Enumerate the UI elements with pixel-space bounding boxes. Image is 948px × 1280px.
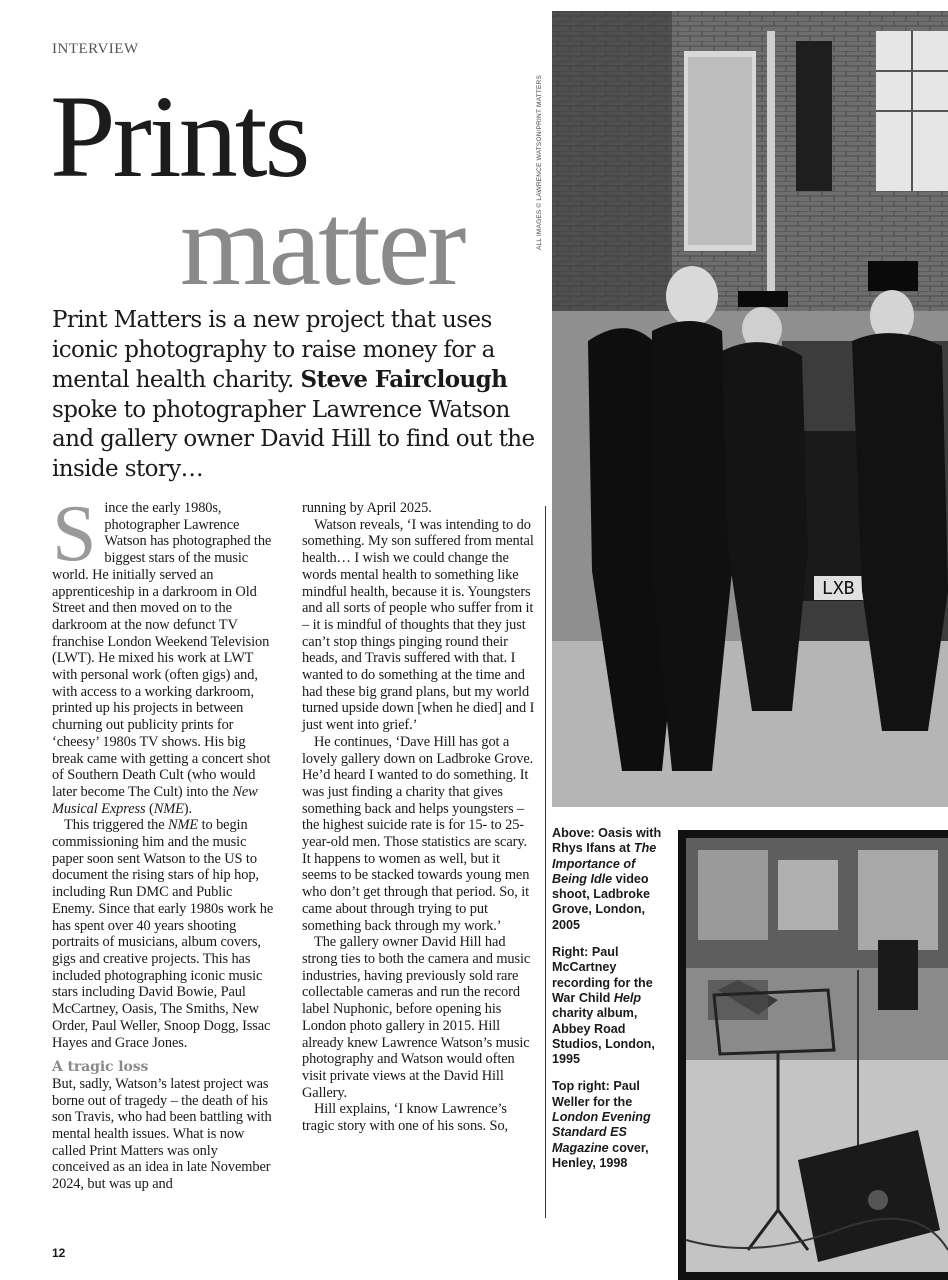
article-column-2: [302, 500, 538, 1135]
photo-oasis: [552, 11, 948, 807]
section-label: INTERVIEW: [52, 41, 139, 57]
caption-mccartney: Right: Paul McCartney recording for the War Child Help charity album, Abbey Road Studios, London, 1995: [552, 945, 655, 1067]
article-paragraph: Watson reveals, ‘I was intending to do something. My son suffered from mental health… I wish we could change the words mental health to something like mindful health, because it is. Youngsters and all sorts of people who suffer from it – it is mindful of thoughts that they just can’t stop things pinging round their heads, and Travis suffered with that. I wanted to do something at the time and had these big grand plans, but my world turned upside down [when he died] and I just went into grief.’: [302, 516, 535, 734]
photo-studio: [678, 830, 948, 1280]
caption-weller: Top right: Paul Weller for the London Evening Standard ES Magazine cover, Henley, 1998: [552, 1079, 651, 1170]
article-paragraph: The gallery owner David Hill had strong ties to both the camera and music industries, having previously sold rare collectable cameras and run the record label Nuphonic, before opening his London photo gallery in 2015. Hill already knew Lawrence Watson’s music photography and Watson would often visit private views at the David Hill Gallery.: [302, 934, 531, 1101]
subheading: A tragic loss: [52, 1059, 149, 1076]
standfirst: [52, 306, 542, 484]
photo-studio-illustration: [678, 830, 948, 1280]
headline-line-2: matter: [180, 179, 464, 310]
photo-credit: ALL IMAGES © LAWRENCE WATSON/PRINT MATTERS: [536, 75, 543, 250]
standfirst-text: Print Matters is a new project that uses iconic photography to raise money for a mental health charity.: [52, 307, 495, 393]
article-paragraph: Since the early 1980s, photographer Lawrence Watson has photographed the biggest stars of the music world. He initially served an apprenticeship in a darkroom in Old Street and then moved on to the darkroom at the now defunct TV franchise London Weekend Television (LWT). He mixed his work at LWT with personal work (often gigs) and, with access to a working darkroom, printed up his projects in between churning out publicity prints for ‘cheesy’ 1980s TV shows. His big break came with getting a concert shot of Southern Death Cult (who would later become The Cult) into the New Musical Express (NME).: [52, 490, 272, 817]
article-paragraph: This triggered the NME to begin commissioning him and the music paper soon sent Watson to the US to document the rising stars of hip hop, including Run DMC and Public Enemy. Since that early 1980s work he has spent over 40 years shooting portraits of musicians, album covers, gigs and creative projects. This has included photographing iconic music stars including David Bowie, Paul McCartney, Oasis, The Smiths, New Order, Paul Weller, Snoop Dogg, Issac Hayes and Grace Jones.: [52, 817, 274, 1051]
photo-captions: [552, 826, 672, 1183]
number-plate-text: LXB: [822, 578, 855, 599]
caption-oasis: Above: Oasis with Rhys Ifans at The Importance of Being Idle video shoot, Ladbroke Grove, London, 2005: [552, 826, 662, 932]
headline-line-1: Prints: [50, 71, 308, 202]
column-divider: [545, 506, 546, 1218]
drop-cap: S: [52, 490, 97, 578]
author-name: Steve Fairclough: [300, 366, 508, 393]
article-paragraph: Hill explains, ‘I know Lawrence’s tragic story with one of his sons. So,: [302, 1101, 509, 1135]
article-paragraph: But, sadly, Watson’s latest project was borne out of tragedy – the death of his son Travis, who had been battling with mental health issues. What is now called Print Matters was only conceived as an idea in late November 2024, but was up and: [52, 1075, 272, 1193]
article-column-1: [52, 490, 277, 1193]
photo-oasis-illustration: [552, 11, 948, 807]
article-paragraph: running by April 2025.: [302, 500, 432, 516]
article-paragraph: He continues, ‘Dave Hill has got a lovely gallery down on Ladbroke Grove. He’d heard I wanted to do something. It was just finding a charity that gives something back and helps youngsters – the highest suicide rate is for 15- to 25-year-old men. Those statistics are scary. It happens to women as well, but it seems to be stacked towards young men who don’t get through that period. So, it came about through trying to put something back through my work.’: [302, 733, 534, 934]
standfirst-text-end: spoke to photographer Lawrence Watson and gallery owner David Hill to find out the inside story…: [52, 396, 535, 482]
page-number: 12: [52, 1246, 66, 1260]
